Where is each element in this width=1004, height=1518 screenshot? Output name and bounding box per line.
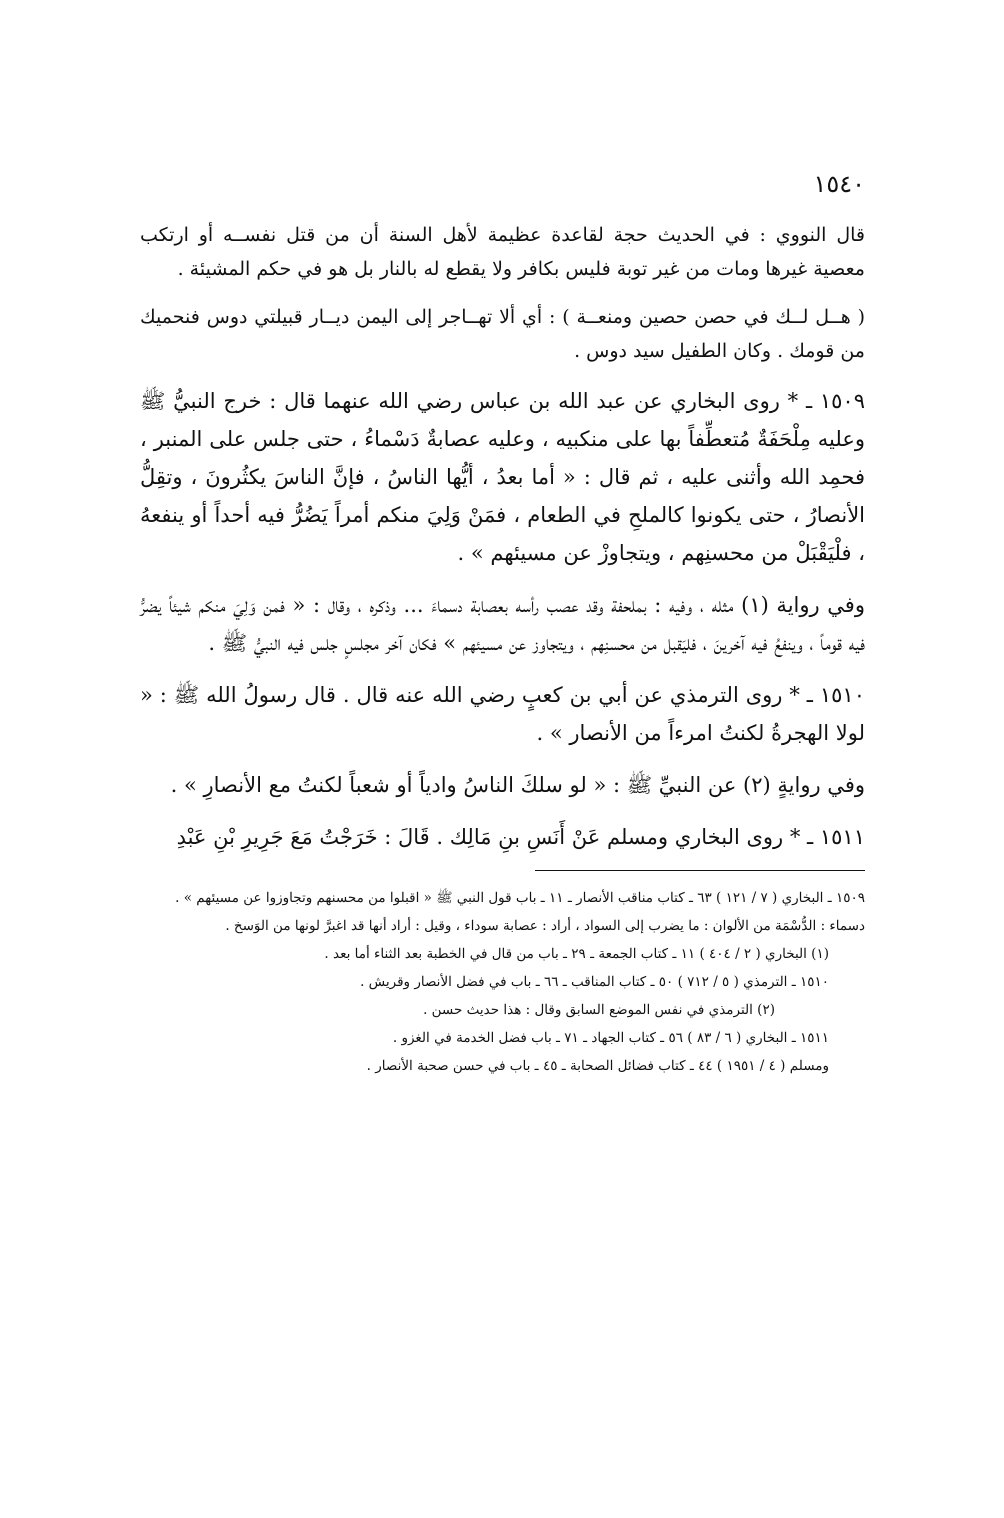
hadith-1509: ١٥٠٩ ـ * روى البخاري عن عبد الله بن عباس رضي الله عنهما قال : خرج النبيُّ ﷺ وعليه مِلْحَفَةٌ مُتعطِّفاً بها على منكبيه ، وعليه عصابةٌ دَسْماءُ ، حتى جلس على المنبر ، فحمِد الله وأثنى عليه ، ثم قال : « أما بعدُ ، أيُّها الناسُ ، فإنَّ الناسَ يكثُرونَ ، وتقِلُّ الأنصارُ ، حتى يكونوا كالملحِ في الطعام ، فمَنْ وَلِيَ منكم أمراً يَضُرُّ فيه أحداً أو ينفعهُ ، فلْيَقْبَلْ من محسنِهم ، ويتجاوزْ عن مسيئهم » .: [140, 389, 865, 565]
paragraph-hal-laka: ( هــل لــك في حصن حصين ومنعــة ) : أي ألا تهــاجر إلى اليمن ديــار قبيلتي دوس فنحميك من قومك . وكان الطفيل سيد دوس .: [140, 306, 865, 362]
footnote-divider: [535, 870, 865, 871]
paragraph-riwaya-2: وفي روايةٍ (٢) عن النبيِّ ﷺ : « لو سلكَ الناسُ وادياً أو شعباً لكنتُ مع الأنصارِ » .: [170, 773, 865, 797]
footnote-dasma: دسماء : الدُّسْمَة من الألوان : ما يضرب إلى السواد ، أراد : عصابة سوداء ، وقيل : أراد أنها قد اغبرَّ لونها من الوَسخ .: [225, 918, 865, 934]
footnote-1510: ١٥١٠ ـ الترمذي ( ٥ / ٧١٢ ) ٥٠ ـ كتاب المناقب ـ ٦٦ ـ باب في فضل الأنصار وقريش .: [360, 974, 829, 990]
paragraph-nawawi: قال النووي : في الحديث حجة لقاعدة عظيمة لأهل السنة أن من قتل نفســه أو ارتكب معصية غيرها ومات من غير توبة فليس بكافر ولا يقطع له بالنار بل هو في حكم المشيئة .: [140, 224, 865, 280]
hadith-1510: ١٥١٠ ـ * روى الترمذي عن أبي بن كعبٍ رضي الله عنه قال . قال رسولُ الله ﷺ : « لولا الهجرةُ لكنتُ امرءاً من الأنصار » .: [140, 683, 865, 745]
page-number: ١٥٤٠: [813, 170, 865, 198]
footnote-1: (١) البخاري ( ٢ / ٤٠٤ ) ١١ ـ كتاب الجمعة ـ ٢٩ ـ باب من قال في الخطبة بعد الثناء أما بعد .: [324, 946, 829, 962]
page-content: [140, 170, 865, 1081]
footnote-1509: ١٥٠٩ ـ البخاري ( ٧ / ١٢١ ) ٦٣ ـ كتاب مناقب الأنصار ـ ١١ ـ باب قول النبي ﷺ « اقبلوا من محسنهم وتجاوزوا عن مسيئهم » .: [175, 890, 865, 906]
footnotes: [140, 885, 865, 1079]
paragraph-riwaya-1: وفي رواية (١) مثله ، وفيه : بملحفة وقد عصب رأسه بعصابة دسماءَ ... وذكره ، وقال : « فمن وَلِيَ منكم شيئاً يضرُّ فيه قوماً ، وينفعُ فيه آخرينَ ، فليَقبل من محسنِهم ، ويتجاوز عن مسيئهم » فكان آخر مجلسٍ جلس فيه النبيُّ ﷺ .: [140, 593, 865, 655]
hadith-1511: ١٥١١ ـ * روى البخاري ومسلم عَنْ أَنَسِ بنِ مَالِك . قَالَ : خَرَجْتُ مَعَ جَرِيرِ بْنِ عَبْدِ: [176, 825, 865, 849]
footnote-1511-muslim: ومسلم ( ٤ / ١٩٥١ ) ٤٤ ـ كتاب فضائل الصحابة ـ ٤٥ ـ باب في حسن صحبة الأنصار .: [366, 1058, 829, 1074]
footnote-2: (٢) الترمذي في نفس الموضع السابق وقال : هذا حديث حسن .: [423, 1002, 775, 1018]
footnote-1511-bukhari: ١٥١١ ـ البخاري ( ٦ / ٨٣ ) ٥٦ ـ كتاب الجهاد ـ ٧١ ـ باب فضل الخدمة في الغزو .: [392, 1030, 829, 1046]
